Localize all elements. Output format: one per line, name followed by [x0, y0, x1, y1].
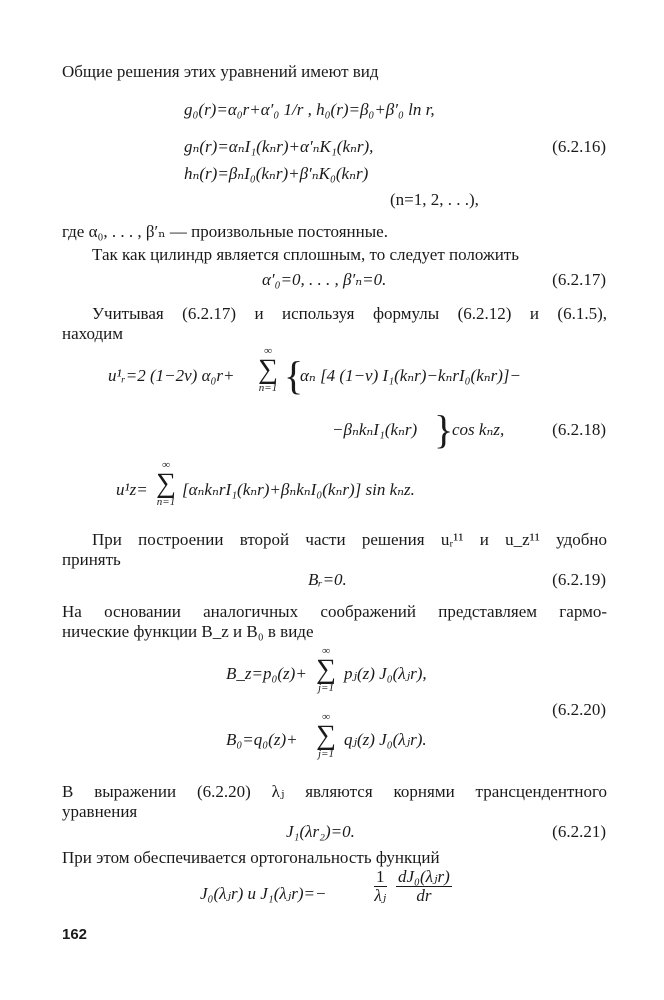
left-brace: { — [284, 353, 304, 398]
sum-lower-limit: n=1 — [258, 382, 278, 394]
equation-number: (6.2.17) — [552, 270, 606, 289]
equation-6-2-17: α′₀=0, . . . , β′ₙ=0. — [262, 270, 387, 289]
right-brace: } — [434, 407, 454, 452]
sum-upper-limit: ∞ — [264, 345, 272, 357]
equation-number: (6.2.20) — [552, 700, 606, 719]
sum-upper-limit: ∞ — [162, 459, 170, 471]
equation-line: B₀=q₀(z)+ — [226, 730, 298, 749]
equation-line: cos kₙz, — [452, 420, 505, 439]
equation-line: hₙ(r)=βₙI₀(kₙr)+β′ₙK₀(kₙr) — [184, 164, 369, 183]
equation-6-2-19: Bᵣ=0. — [308, 570, 347, 589]
fraction — [396, 868, 452, 905]
equation-number: (6.2.16) — [552, 137, 606, 156]
paragraph-we-find: находим — [62, 324, 124, 343]
fraction-denominator: dr — [416, 886, 432, 905]
summation-sign: ∞ ∑ n=1 — [156, 459, 176, 508]
paragraph-orthogonality: При этом обеспечивается ортогональность функций — [62, 848, 440, 867]
equation-line: (n=1, 2, . . .), — [390, 190, 479, 209]
sum-upper-limit: ∞ — [322, 711, 330, 723]
sum-lower-limit: j=1 — [317, 748, 334, 760]
sum-upper-limit: ∞ — [322, 645, 330, 657]
equation-line: αₙ [4 (1−ν) I₁(kₙr)−kₙrI₀(kₙr)]− — [300, 366, 522, 385]
equation-line: u¹z= — [116, 480, 148, 499]
equation-number: (6.2.21) — [552, 822, 606, 841]
paragraph-solid-cylinder: Так как цилиндр является сплошным, то следует положить — [92, 245, 519, 264]
equation-line: B_z=p₀(z)+ — [226, 664, 307, 683]
paragraph-accept: принять — [62, 550, 121, 569]
summation-sign: ∞ ∑ n=1 — [258, 345, 278, 394]
summation-sign: ∞ ∑ j=1 — [316, 711, 336, 760]
paragraph-analogous: На основании аналогичных соображений представляем гармо- — [62, 602, 607, 621]
equation-line: u¹ᵣ=2 (1−2ν) α₀r+ — [108, 366, 235, 385]
equation-line: gₙ(r)=αₙI₁(kₙr)+α′ₙK₁(kₙr), — [184, 137, 374, 156]
equation-line: g₀(r)=α₀r+α′₀ 1/r , h₀(r)=β₀+β′₀ ln r, — [184, 100, 435, 119]
paragraph-constants: где α₀, . . . , β′ₙ — произвольные постоянные. — [62, 222, 388, 241]
fraction-numerator: dJ₀(λⱼr) — [398, 867, 450, 886]
equation-line: pⱼ(z) J₀(λⱼr), — [344, 664, 427, 683]
equation-line: [αₙkₙrI₁(kₙr)+βₙkₙI₀(kₙr)] sin kₙz. — [182, 480, 415, 499]
fraction — [374, 868, 387, 905]
page-number: 162 — [62, 926, 88, 943]
equation-number: (6.2.18) — [552, 420, 606, 439]
paragraph-second-part: При построении второй части решения uᵣ¹¹ и u_z¹¹ удобно — [92, 530, 607, 549]
sum-lower-limit: j=1 — [317, 682, 334, 694]
paragraph-general-solutions: Общие решения этих уравнений имеют вид — [62, 62, 379, 81]
equation-number: (6.2.19) — [552, 570, 606, 589]
summation-sign: ∞ ∑ j=1 — [316, 645, 336, 694]
fraction-numerator: 1 — [376, 867, 385, 886]
paragraph-equation: уравнения — [62, 802, 138, 821]
equation-line: −βₙkₙI₁(kₙr) — [332, 420, 418, 439]
paragraph-using-formulas: Учитывая (6.2.17) и используя формулы (6.2.12) и (6.1.5), — [92, 304, 607, 323]
fraction-denominator: λⱼ — [374, 886, 387, 905]
equation-6-2-21: J₁(λr₂)=0. — [286, 822, 355, 841]
paragraph-harmonic: нические функции B_z и B₀ в виде — [62, 622, 314, 641]
sum-lower-limit: n=1 — [156, 496, 176, 508]
equation-line: qⱼ(z) J₀(λⱼr). — [344, 730, 427, 749]
equation-line: J₀(λⱼr) и J₁(λⱼr)=− — [200, 884, 327, 903]
paragraph-expression: В выражении (6.2.20) λⱼ являются корнями трансцендентного — [62, 782, 607, 801]
